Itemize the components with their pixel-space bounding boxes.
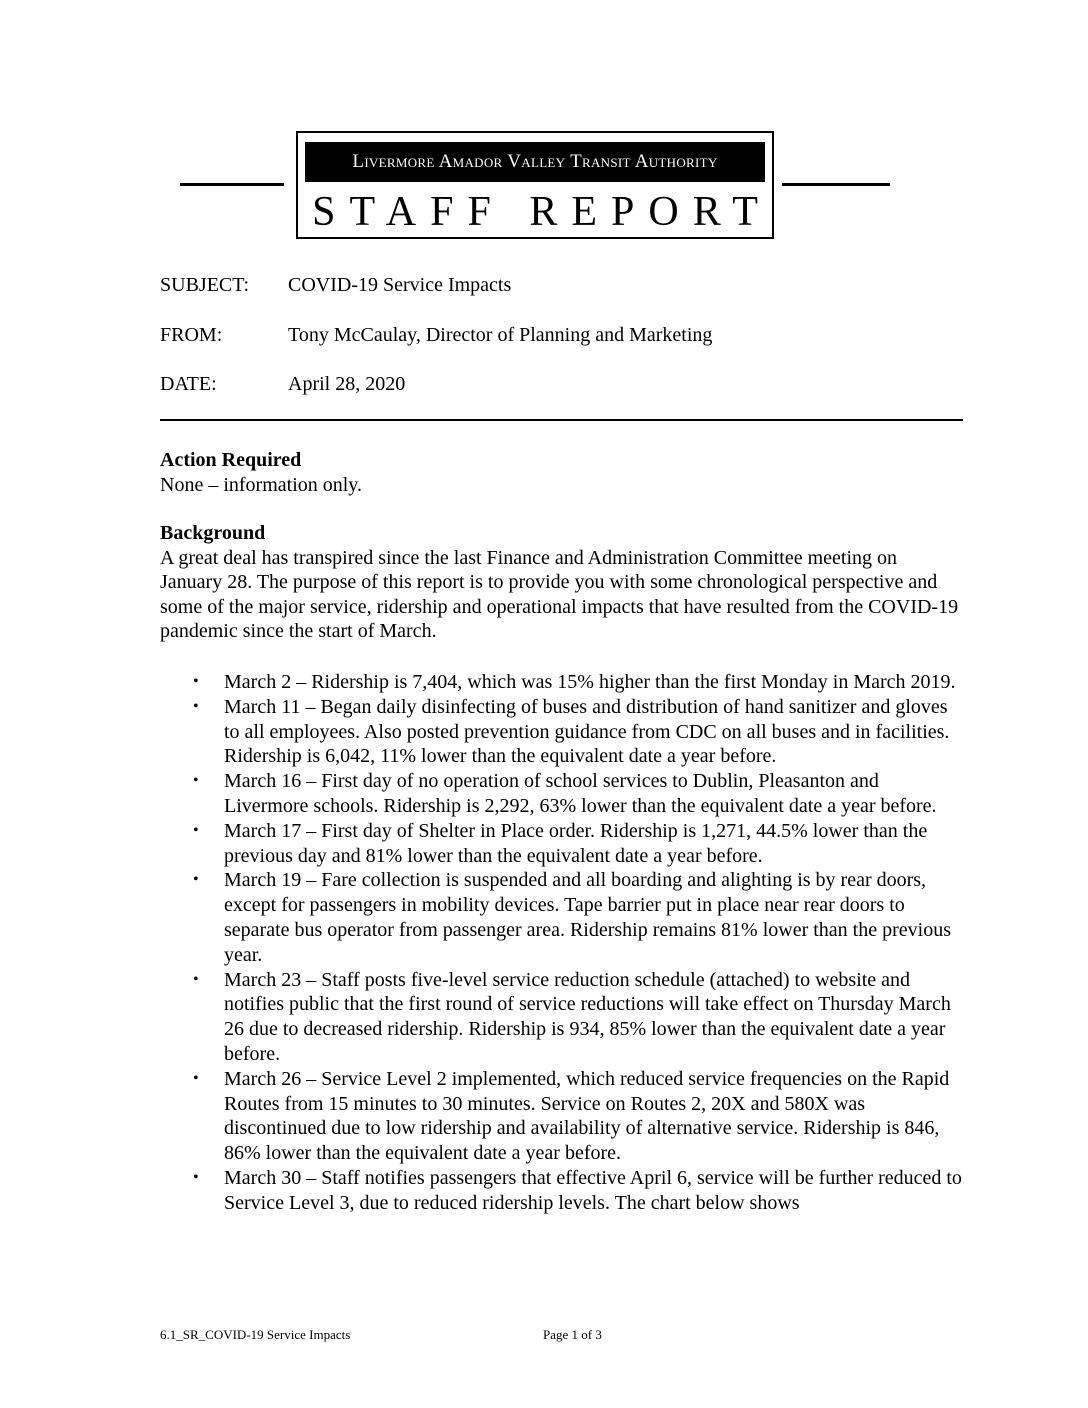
bullet-icon: • — [193, 1069, 199, 1087]
bullet-icon: • — [193, 871, 199, 889]
event-text: March 16 – First day of no operation of school services to Dublin, Pleasanton and Livermore schools. Ridership is 2,292, 63% lower than the equivalent date a year before. — [224, 770, 937, 817]
list-item — [192, 695, 962, 769]
list-item — [192, 868, 962, 967]
header-divider — [160, 419, 963, 421]
from-value: Tony McCaulay, Director of Planning and Marketing — [288, 324, 713, 346]
background-heading: Background — [160, 522, 266, 544]
date-value: April 28, 2020 — [288, 373, 406, 395]
report-title: STAFF REPORT — [312, 189, 772, 235]
action-section — [160, 448, 960, 497]
subject-label: SUBJECT: — [160, 274, 250, 296]
letterhead-rule-left — [180, 183, 284, 186]
list-item — [192, 1067, 962, 1166]
from-label: FROM: — [160, 324, 223, 346]
event-list — [192, 670, 962, 1216]
bullet-icon: • — [193, 697, 199, 715]
list-item — [192, 1166, 962, 1216]
bullet-icon: • — [193, 821, 199, 839]
footer-page-number: Page 1 of 3 — [543, 1327, 602, 1342]
event-text: March 2 – Ridership is 7,404, which was 15% higher than the first Monday in March 2019. — [224, 671, 956, 693]
letterhead-rule-right — [782, 183, 890, 186]
list-item — [192, 968, 962, 1067]
list-item — [192, 819, 962, 869]
event-text: March 19 – Fare collection is suspended and all boarding and alighting is by rear doors, except for passengers in mobility devices. Tape barrier put in place near rear doors to separate bus operator from passenger area. Ridership remains 81% lower than the previous year. — [224, 869, 951, 966]
bullet-icon: • — [193, 970, 199, 988]
background-section — [160, 521, 960, 644]
footer-filename: 6.1_SR_COVID-19 Service Impacts — [160, 1327, 351, 1342]
bullet-icon: • — [193, 673, 199, 690]
date-label: DATE: — [160, 373, 217, 395]
list-item — [192, 670, 962, 695]
event-text: March 11 – Began daily disinfecting of buses and distribution of hand sanitizer and gloves to all employees. Also posted prevention guidance from CDC on all buses and in facilities. Ridership is 6,042, 11% lower than the equivalent date a year before. — [224, 695, 950, 768]
letterhead-box — [296, 131, 774, 239]
event-text: March 17 – First day of Shelter in Place order. Ridership is 1,271, 44.5% lower than the previous day and 81% lower than the equivalent date a year before. — [224, 819, 928, 867]
action-heading: Action Required — [160, 449, 302, 471]
event-text: March 26 – Service Level 2 implemented, which reduced service frequencies on the Rapid Routes from 15 minutes to 30 minutes. Service on Routes 2, 20X and 580X was discontinued due to low ridership and availability of alternative service. Ridership is 846, 86% lower than the equivalent date a year before. — [224, 1067, 950, 1165]
list-item — [192, 769, 962, 819]
bullet-icon: • — [193, 1168, 199, 1186]
event-text: March 23 – Staff posts five-level service reduction schedule (attached) to website and notifies public that the first round of service reductions will take effect on Thursday March 26 due to decreased ridership. Ridership is 934, 85% lower than the equivalent date a year before. — [224, 968, 951, 1065]
event-text: March 30 – Staff notifies passengers that effective April 6, service will be further reduced to Service Level 3, due to reduced ridership levels. The chart below shows — [224, 1166, 962, 1214]
agency-name: Livermore Amador Valley Transit Authority — [305, 142, 765, 182]
background-text: A great deal has transpired since the last Finance and Administration Committee meeting on January 28. The purpose of this report is to provide you with some chronological perspective and some of the major service, ridership and operational impacts that have resulted from the COVID-19 pandemic since the start of March. — [160, 546, 959, 642]
action-text: None – information only. — [160, 473, 363, 496]
subject-value: COVID-19 Service Impacts — [288, 274, 512, 296]
bullet-icon: • — [193, 772, 199, 790]
